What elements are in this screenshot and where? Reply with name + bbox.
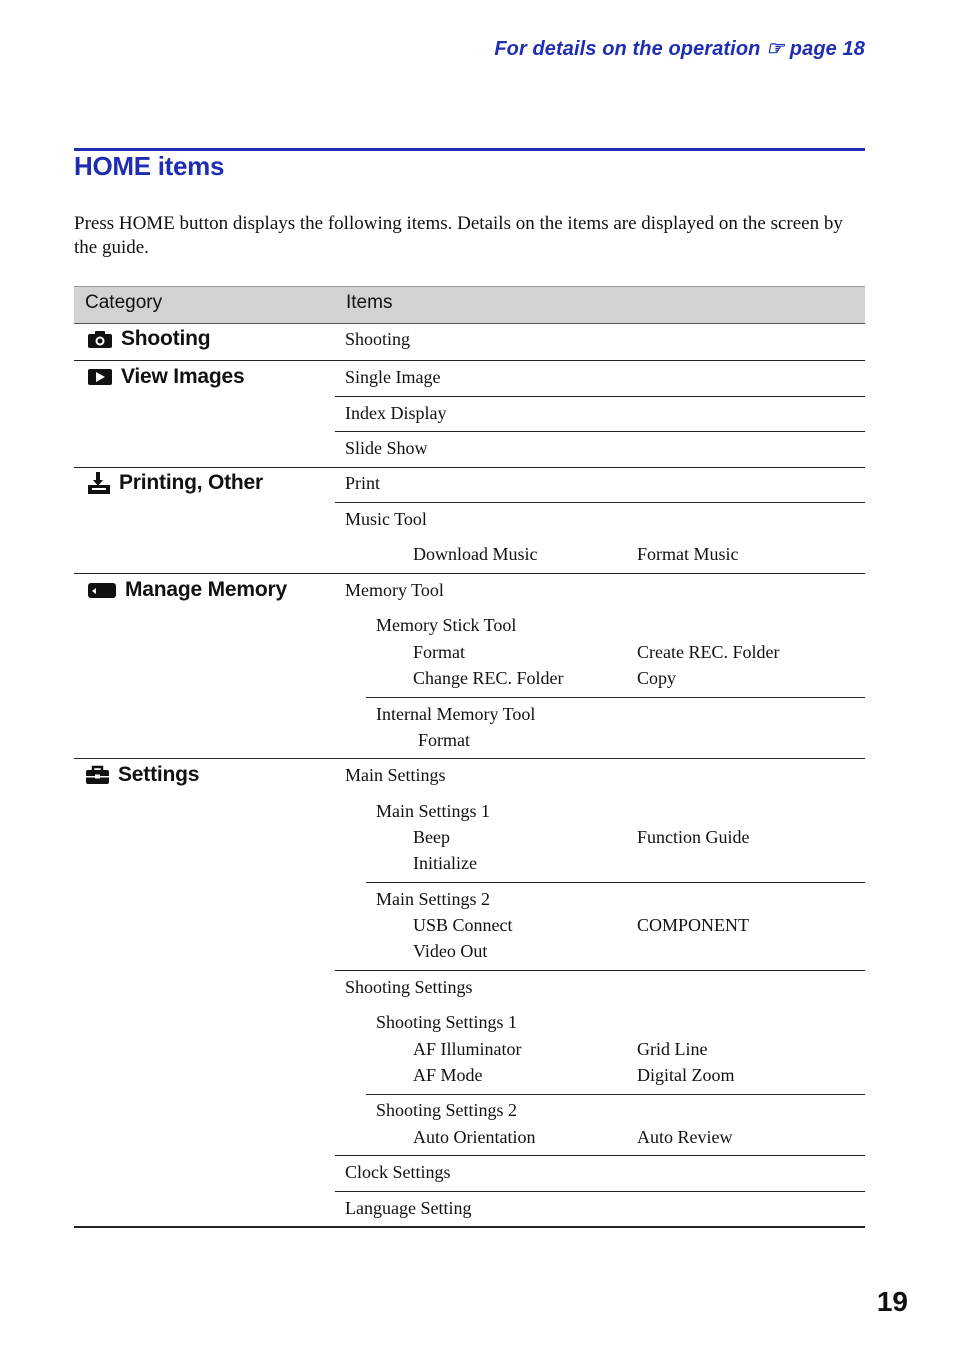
page-title: HOME items: [74, 151, 225, 181]
item-af-illuminator: AF Illuminator: [413, 1039, 522, 1059]
item-main-settings: Main Settings: [345, 765, 446, 785]
row-divider: [74, 360, 865, 361]
item-slide-show: Slide Show: [345, 438, 428, 458]
item-memory-tool: Memory Tool: [345, 580, 444, 600]
category-shooting: [87, 327, 210, 351]
page-number: 19: [876, 1286, 908, 1317]
row-divider: [74, 573, 865, 574]
row-divider: [74, 758, 865, 759]
item-digital-zoom: Digital Zoom: [637, 1065, 735, 1085]
item-download-music: Download Music: [413, 544, 538, 564]
intro-paragraph: Press HOME button displays the following items. Details on the items are displayed on the screen by the guide.: [74, 213, 843, 258]
item-format-music: Format Music: [637, 544, 739, 564]
item-shooting-settings: Shooting Settings: [345, 977, 473, 997]
item-auto-review: Auto Review: [637, 1127, 733, 1147]
table-bottom-rule: [74, 1226, 865, 1228]
category-view-images: [87, 365, 244, 389]
item-music-tool: Music Tool: [345, 509, 427, 529]
category-label: Shooting: [121, 327, 211, 350]
item-shooting-settings-2: Shooting Settings 2: [376, 1100, 518, 1120]
category-label: Printing, Other: [119, 471, 264, 494]
category-label: Manage Memory: [125, 578, 287, 601]
item-video-out: Video Out: [413, 941, 488, 961]
memory-card-icon: [87, 580, 117, 600]
item-shooting: Shooting: [345, 329, 411, 349]
item-change-rec-folder: Change REC. Folder: [413, 668, 564, 688]
item-component: COMPONENT: [637, 915, 750, 935]
home-items-table: [74, 286, 865, 324]
row-divider: [335, 1191, 865, 1192]
play-icon: [87, 367, 113, 387]
toolbox-icon: [85, 765, 110, 785]
category-label: View Images: [121, 365, 245, 388]
camera-icon: [87, 329, 113, 349]
item-internal-memory-tool: Internal Memory Tool: [376, 704, 536, 724]
item-grid-line: Grid Line: [637, 1039, 708, 1059]
item-print: Print: [345, 473, 381, 493]
header-category: Category: [85, 292, 163, 313]
row-divider: [335, 970, 865, 971]
row-divider: [366, 882, 865, 883]
item-im-format: Format: [418, 730, 470, 750]
category-label: Settings: [118, 763, 200, 786]
item-initialize: Initialize: [413, 853, 477, 873]
item-memory-stick-tool: Memory Stick Tool: [376, 615, 517, 635]
item-clock-settings: Clock Settings: [345, 1162, 451, 1182]
row-divider: [335, 502, 865, 503]
category-manage-memory: [87, 578, 287, 602]
printer-icon: [87, 471, 111, 495]
item-main-settings-2: Main Settings 2: [376, 889, 491, 909]
row-divider: [335, 1155, 865, 1156]
row-divider: [335, 431, 865, 432]
item-single-image: Single Image: [345, 367, 441, 387]
item-beep: Beep: [413, 827, 450, 847]
row-divider: [366, 1094, 865, 1095]
item-af-mode: AF Mode: [413, 1065, 483, 1085]
table-header: [74, 286, 865, 324]
header-items: Items: [346, 292, 393, 313]
category-settings: [85, 763, 199, 787]
row-divider: [366, 697, 865, 698]
item-function-guide: Function Guide: [637, 827, 750, 847]
item-usb-connect: USB Connect: [413, 915, 513, 935]
category-printing-other: [87, 471, 263, 495]
item-language-setting: Language Setting: [345, 1198, 472, 1218]
item-copy: Copy: [637, 668, 677, 688]
operation-reference-note: For details on the operation ☞ page 18: [494, 38, 865, 60]
row-divider: [74, 467, 865, 468]
row-divider: [335, 396, 865, 397]
item-shooting-settings-1: Shooting Settings 1: [376, 1012, 518, 1032]
item-ms-format: Format: [413, 642, 465, 662]
item-auto-orientation: Auto Orientation: [413, 1127, 536, 1147]
item-main-settings-1: Main Settings 1: [376, 801, 491, 821]
item-create-rec-folder: Create REC. Folder: [637, 642, 780, 662]
item-index-display: Index Display: [345, 403, 447, 423]
